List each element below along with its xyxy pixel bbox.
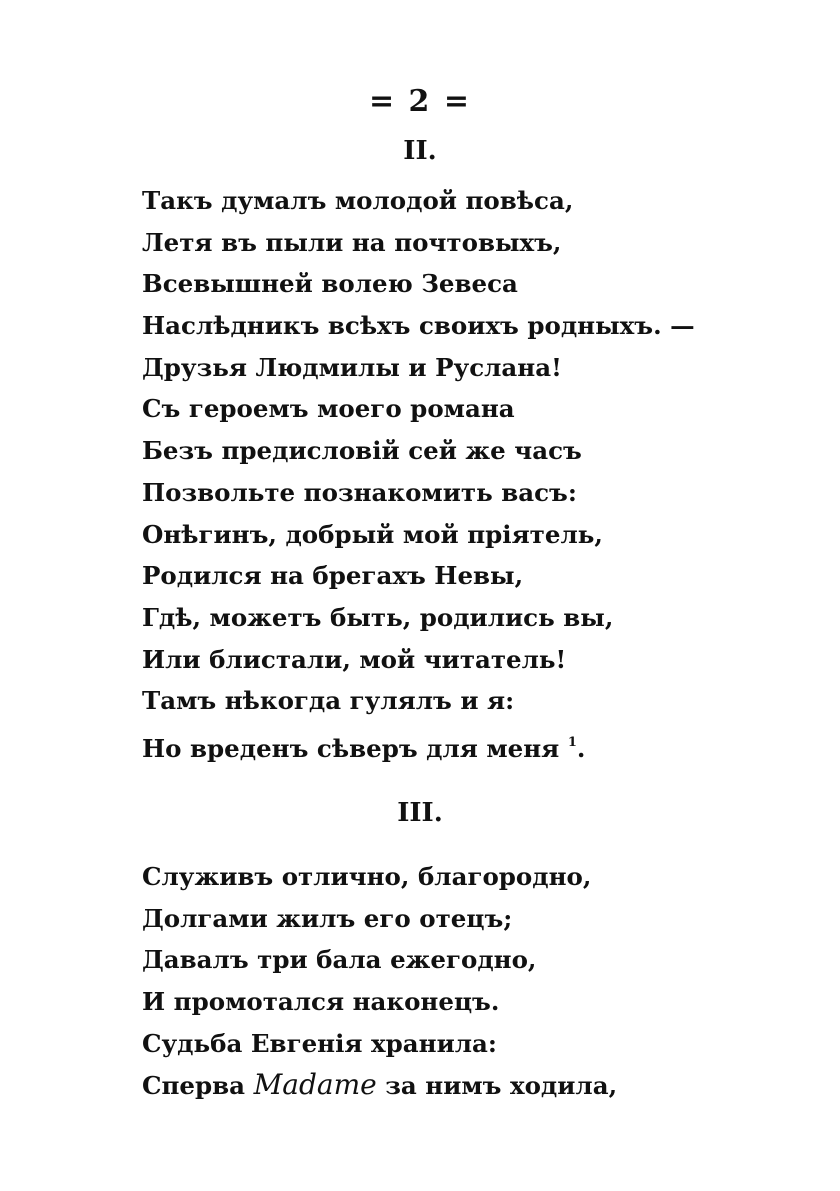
verse-line: Давалъ три бала ежегодно, bbox=[142, 945, 537, 975]
page-number-header: = 2 = bbox=[368, 84, 472, 119]
verse-line: Всевышней волею Зевеса bbox=[142, 269, 518, 299]
verse-line: Летя въ пыли на почтовыхъ, bbox=[142, 227, 562, 257]
verse-line: Друзья Людмилы и Руслана! bbox=[142, 352, 562, 382]
verse-line: Такъ думалъ молодой повѣса, bbox=[142, 186, 574, 215]
verse-line: Наслѣдникъ всѣхъ своихъ родныхъ. — bbox=[142, 311, 695, 341]
verse-line-text: Но вреденъ сѣверъ для меня bbox=[142, 733, 560, 763]
verse-line: Безъ предисловій сей же часъ bbox=[142, 436, 582, 466]
verse-line: Служивъ отлично, благородно, bbox=[142, 862, 592, 891]
verse-line-start: Сперва bbox=[142, 1071, 246, 1101]
verse-line: Тамъ нѣкогда гулялъ и я: bbox=[142, 686, 515, 716]
verse-line-end: . bbox=[576, 733, 586, 763]
verse-line-with-footnote bbox=[142, 722, 695, 764]
stanza-number-ii: II. bbox=[403, 136, 437, 166]
footnote-mark: 1 bbox=[567, 734, 577, 750]
verse-line: И промотался наконецъ. bbox=[142, 987, 500, 1017]
verse-line: Или блистали, мой читатель! bbox=[142, 644, 567, 674]
verse-line: Съ героемъ моего романа bbox=[142, 394, 515, 424]
verse-line: Гдѣ, можетъ быть, родились вы, bbox=[142, 602, 614, 632]
verse-line-rest: за нимъ ходила, bbox=[385, 1071, 618, 1101]
verse-line: Судьба Евгенія хранила: bbox=[142, 1028, 497, 1058]
stanza-number-iii: III. bbox=[397, 798, 443, 828]
stanza-iii bbox=[142, 856, 617, 1106]
verse-line: Онѣгинъ, добрый мой пріятель, bbox=[142, 519, 603, 549]
stanza-ii bbox=[142, 180, 695, 764]
verse-line: Позвольте познакомить васъ: bbox=[142, 477, 577, 507]
verse-line-with-italic bbox=[142, 1064, 617, 1106]
italic-word: Madame bbox=[253, 1068, 377, 1102]
verse-line: Родился на брегахъ Невы, bbox=[142, 561, 524, 591]
verse-line: Долгами жилъ его отецъ; bbox=[142, 903, 513, 933]
